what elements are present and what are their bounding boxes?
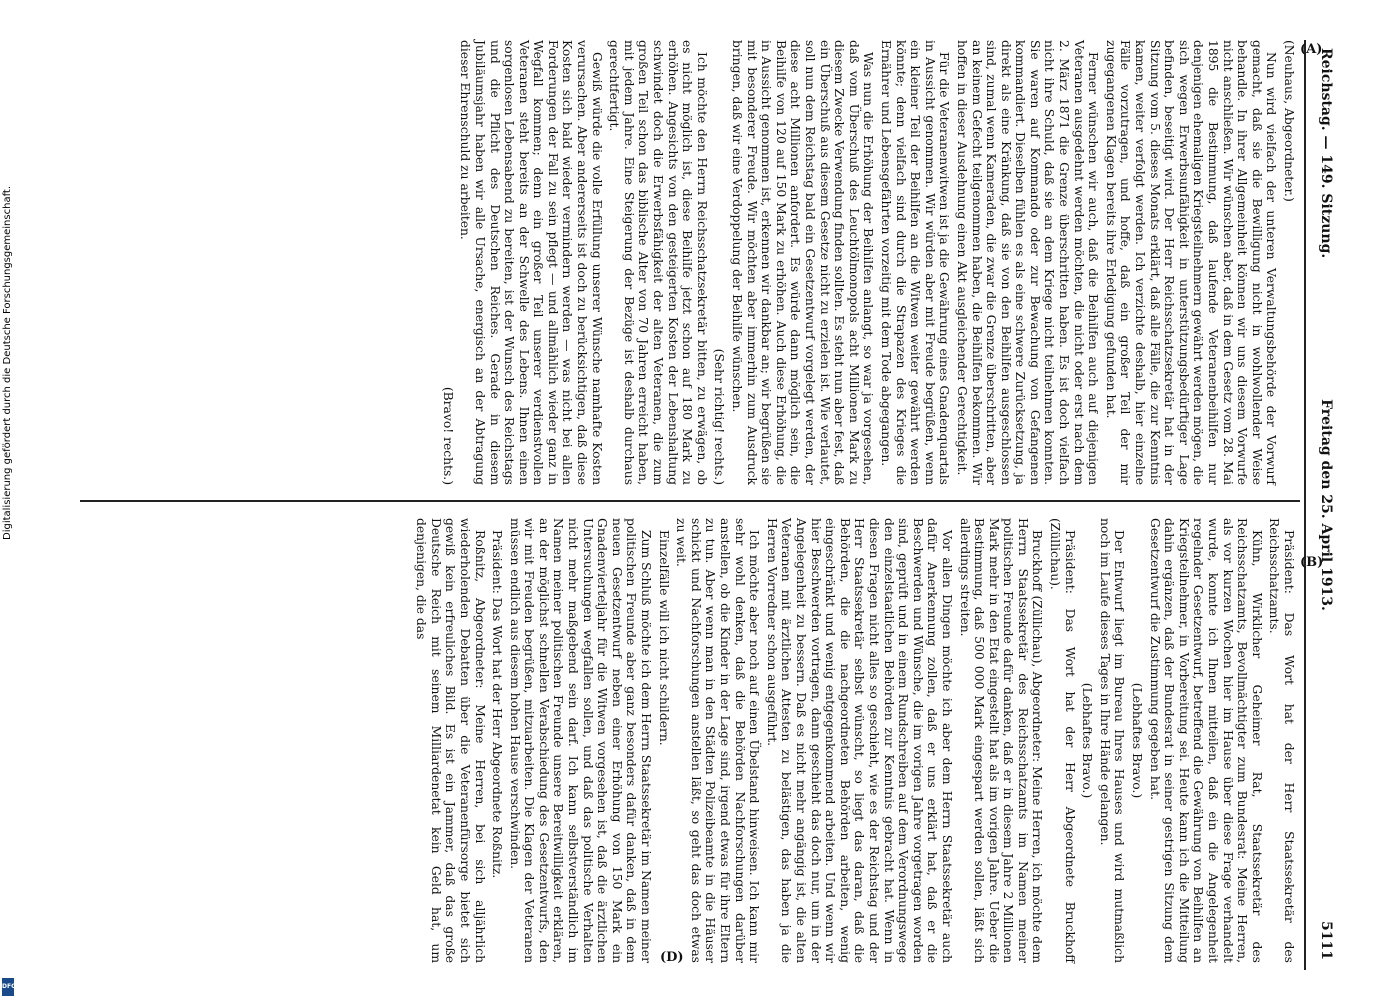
paragraph: Einzelfälle will ich nicht schildern. xyxy=(656,530,671,746)
digitization-note: Digitalisierung gefördert durch die Deutsche Forschungsgemeinschaft. xyxy=(2,185,13,540)
dfg-logo: DFG xyxy=(2,978,14,996)
president-statement: Präsident: Das Wort hat der Herr Abgeordnete Roßnitz. xyxy=(490,530,505,879)
interjection: (Bravo! rechts.) xyxy=(440,386,455,485)
interjection: (Lebhaftes Bravo.) xyxy=(1130,682,1145,799)
document-page xyxy=(70,40,1340,970)
paragraph: Kühn, Wirklicher Geheimer Rat, Staatssekretär des Reichsschatzamts, Bevollmächtigter zum Bundesrat: Meine Herren, als vor kurzen Wochen hier im Hause über diese Frage verhandelt wurde, konnte ich Ihnen mitteilen, daß ein die Angelegenheit regelnder Gesetzentwurf, betreffend die Gewährung von Beihilfen an Kriegsteilnehmer, in Vorbereitung sei. Heute kann ich die Mitteilung dahin ergänzen, daß der Bundesrat in seiner gestrigen Sitzung dem Gesetzentwurf die Zustimmung gegeben hat. xyxy=(1147,518,1264,963)
paragraph: Vor allen Dingen möchte ich aber dem Herrn Staatssekretär auch dafür Anerkennung zollen, daß er uns erklärt hat, daß er die Beschwerden und Wünsche, die im vorigen Jahre vorgetragen worden sind, geprüft und in einem Rundschreiben auf dem Verordnungswege den einzelstaatlichen Behörden zur Kenntnis gebracht hat. Wenn in diesen Fragen nicht alles so geschieht, wie es der Reichstag und der Herr Staatssekretär selbst wünscht, so liegt das daran, daß die Behörden, die die nachgeordneten Behörden arbeiten, wenig eingeschränkt und wenig entgegenkommend arbeiten. Und wenn wir hier Beschwerden vortragen, dann geschieht das doch nur, um in der Angelegenheit zu bessern. Daß es nicht mehr angängig ist, die alten Veteranen mit ärztlichen Attesten zu belästigen, das haben ja die Herren Vorredner schon ausgeführt. xyxy=(764,518,954,963)
right-column xyxy=(411,518,1296,963)
page-header xyxy=(1306,40,1340,970)
paragraph: Nun wird vielfach der unteren Verwaltungsbehörde der Vorwurf gemacht, daß sie die Bewilligung nicht in wohlwollender Weise behandle. In ihrer Allgemeinheit können wir uns diesem Vorwurfe nicht anschließen. Wir wünschen aber, daß in dem Gesetz vom 28. Mai 1895 die Bestimmung, daß laufende Veteranenbeihilfen nur denjenigen ehemaligen Kriegsteilnehmern gewährt werden mögen, die sich wegen Erwerbsunfähigkeit in unterstützungsbedürftiger Lage befinden, beseitigt wird. Der Herr Reichsschatzsekretär hat in der Sitzung vom 5. dieses Monats erklärt, daß alle Fälle, die zur Kenntnis kamen, weiter verfolgt werden. Ich verzichte deshalb, hier einzelne Fälle vorzutragen, und hoffe, daß ein großer Teil der mir zugegangenen Klagen bereits ihre Erledigung gefunden hat. xyxy=(1103,40,1279,485)
speaker-continuation: (Neuhaus, Abgeordneter.) xyxy=(1282,40,1296,202)
header-rule xyxy=(1304,40,1306,970)
paragraph: Ich möchte aber noch auf einen Übelstand hinweisen. Ich kann mir sehr wohl denken, daß die Behörden Nachforschungen darüber anstellen, ob die Kinder in der Lage sind, irgend etwas für ihre Eltern zu tun. Aber wenn man in den Städten Polizeibeamte in die Häuser schickt und Nachforschungen anstellen läßt, so geht das doch etwas zu weit. xyxy=(674,518,762,963)
column-divider xyxy=(80,500,1300,502)
margin-marker-a: (A) xyxy=(1300,42,1323,57)
header-left: Reichstag. — 149. Sitzung. xyxy=(1318,48,1334,259)
paragraph: Ferner wünschen wir auch, daß die Beihilfen auch auf diejenigen Veteranen ausgedehnt werden möchten, die nicht oder erst nach dem 2. März 1871 die Grenze überschritten haben. Es ist doch vielfach nicht ihre Schuld, daß sie an dem Kriege nicht teilnehmen konnten. Sie waren auf Kommando oder zur Bewachung von Gefangenen kommandiert. Dieselben fühlen es als eine schwere Zurücksetzung, ja direkt als eine Kränkung, daß sie von den Beihilfen ausgeschlossen sind, zumal wenn Kameraden, die zwar die Grenze überschritten, aber an keinem Gefecht teilgenommen haben, die Beihilfen bekommen. Wir hoffen in dieser Ausdehnung einen Akt ausgleichender Gerechtigkeit. xyxy=(954,40,1101,485)
president-statement: Präsident: Das Wort hat der Herr Abgeordnete Bruckhoff (Züllichau). xyxy=(1048,518,1077,963)
paragraph: Bruckhoff (Züllichau), Abgeordneter: Meine Herren, ich möchte dem Herrn Staatssekretär des Reichsschatzamts im Namen meiner politischen Freunde dafür danken, daß er in diesem Jahre 2 Millionen Mark mehr in den Etat eingestellt hat als im vorigen Jahre. Ueber die Bestimmung, daß 500 000 Mark eingespart werden sollen, läßt sich allerdings streiten. xyxy=(957,518,1045,963)
paragraph: Zum Schluß möchte ich dem Herrn Staatssekretär im Namen meiner politischen Freunde aber ganz besonders dafür danken, daß in dem neuen Gesetzentwurf neben einer Erhöhung von 150 Mark ein Gnadenvierteljahr für die Witwen vorgesehen ist, daß die ärztlichen Untersuchungen wegfallen sollen, und daß das politische Verhalten nicht mehr maßgebend sein darf. Ich kann selbstverständlich im Namen meiner politischen Freunde unsere Bereitwilligkeit erklären, an der möglichst schnellen Verabschiedung des Gesetzentwurfs, den wir mit Freuden begrüßen, mitzuarbeiten. Die Klagen der Veteranen müssen endlich aus diesem hohen Hause verschwinden. xyxy=(507,518,654,963)
paragraph: Roßnitz, Abgeordneter: Meine Herren, bei sich alljährlich wiederholenden Debatten über die Veteranenfürsorge bietet sich gewiß kein erfreuliches Bild. Es ist ein Jammer, daß das große Deutsche Reich mit seinem Milliardenetat kein Geld hat, um denjenigen, die das xyxy=(414,518,487,963)
header-date: Freitag den 25. April 1913. xyxy=(1318,399,1334,611)
paragraph: Was nun die Erhöhung der Beihilfen anlangt, so war ja vorgesehen, daß vom Überschuß des Leuchtölmonopols acht Millionen Mark zu diesem Zwecke Verwendung finden sollten. Es steht nun aber fest, daß ein Überschuß aus diesem Gesetze nicht zu erzielen ist. Wie verlautet, soll nun dem Reichstag bald ein Gesetzentwurf vorgelegt werden, der diese acht Millionen anfordert. Es würde dann möglich sein, die Beihilfe von 120 auf 150 Mark zu erhöhen. Auch diese Erhöhung, die in Aussicht genommen ist, erkennen wir dankbar an; wir begrüßen sie mit besonderer Freude. Wir möchten aber immerhin zum Ausdruck bringen, daß wir eine Verdoppelung der Beihilfe wünschen. xyxy=(730,40,876,485)
margin-marker-d: (D) xyxy=(660,950,684,965)
interjection: (Sehr richtig! rechts.) xyxy=(712,348,727,485)
left-column xyxy=(437,40,1296,485)
paragraph: Für die Veteranenwitwen ist ja die Gewährung eines Gnadenquartals in Aussicht genommen. Wir würden aber mit Freude begrüßen, wenn ein kleiner Teil der Beihilfen an die Witwen weiter gewährt werden könnte; denn vielfach sind durch die Strapazen des Krieges die Ernährer und Lebensgefährten vorzeitig mit dem Tode abgegangen. xyxy=(878,40,952,485)
page-number: 5111 xyxy=(1318,921,1334,960)
paragraph: Ich möchte den Herrn Reichsschatzsekretär bitten, zu erwägen, ob es nicht möglich ist, diese Beihilfe jetzt schon auf 180 Mark zu erhöhen. Angesichts von den gesteigerten Kosten der Lebenshaltung schwindet doch die Erwerbsfähigkeit der alten Veteranen, die zum großen Teil schon das biblische Alter von 70 Jahren erreicht haben, mit jedem Jahre. Eine Steigerung der Bezüge ist deshalb durchaus gerechtfertigt. xyxy=(607,40,709,485)
interjection: (Lebhaftes Bravo.) xyxy=(1080,682,1095,799)
margin-marker-b: (B) xyxy=(1300,555,1324,570)
paragraph: Der Entwurf liegt im Bureau Ihres Hauses und wird mutmaßlich noch im Laufe dieses Tages in Ihre Hände gelangen. xyxy=(1097,518,1127,963)
paragraph: Gewiß würde die volle Erfüllung unserer Wünsche namhafte Kosten verursachen. Aber andererseits ist doch zu berücksichtigen, daß diese Kosten sich bald wieder vermindern werden — was nicht bei allen Forderungen der Fall zu sein pflegt — und allmählich wieder ganz in Wegfall kommen; denn ein großer Teil unserer verdienstvollen Veteranen steht bereits an der Schwelle des Lebens. Ihnen einen sorgenlosen Lebensabend zu bereiten, ist der Wunsch des Reichstags und die Pflicht des Deutschen Reiches. Gerade in diesem Jubiläumsjahr haben wir alle Ursache, energisch an der Abtragung dieser Ehrenschuld zu arbeiten. xyxy=(458,40,604,485)
president-statement: Präsident: Das Wort hat der Herr Staatssekretär des Reichsschatzamts. xyxy=(1267,518,1296,963)
